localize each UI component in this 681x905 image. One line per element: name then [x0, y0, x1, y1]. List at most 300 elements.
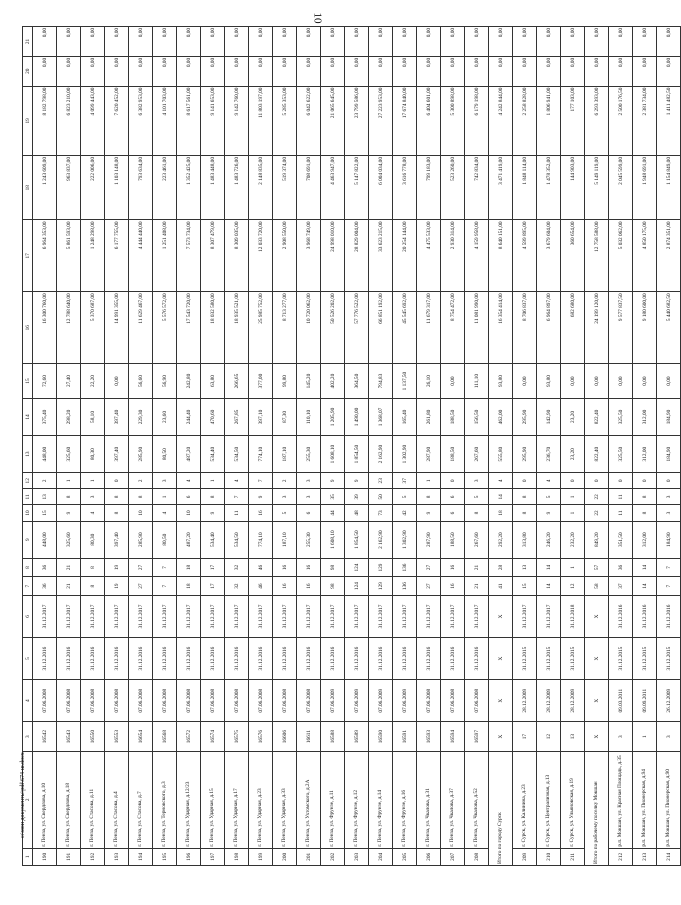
table-cell: 16 300 760,00 — [33, 292, 57, 364]
table-cell: 14 — [633, 577, 657, 596]
table-cell: 0,00 — [177, 56, 201, 86]
table-cell: 9 577 837,50 — [609, 292, 633, 364]
table-row — [633, 27, 657, 866]
table-row — [321, 27, 345, 866]
table-row — [129, 27, 153, 866]
table-cell: 4 159 958,00 — [465, 220, 489, 292]
table-cell: 6 177 755,00 — [105, 220, 129, 292]
table-cell: 2 148 835,00 — [249, 156, 273, 220]
table-cell: 57 — [585, 558, 609, 577]
table-cell: 31.12.2017 — [225, 595, 249, 637]
table-cell: 07.06.2009 — [321, 680, 345, 722]
table-cell: X — [489, 638, 513, 680]
table-cell: 6 — [177, 489, 201, 505]
address-cell: р.п. Мокшан, ул. Пионерская, д.94 — [633, 752, 657, 849]
table-row — [345, 27, 369, 866]
table-cell: 73 — [369, 505, 393, 521]
table-cell: 313,80 — [513, 521, 537, 558]
table-cell: 0,00 — [297, 56, 321, 86]
table-cell: 6 382 953,00 — [129, 86, 153, 155]
table-cell: 0,00 — [633, 364, 657, 399]
table-cell: 31.12.2017 — [345, 595, 369, 637]
table-cell: 31.12.2016 — [57, 638, 81, 680]
table-cell: 822,40 — [585, 398, 609, 435]
table-cell: 07.06.2008 — [153, 680, 177, 722]
table-cell: 3 — [297, 473, 321, 489]
table-cell: 7 — [657, 577, 681, 596]
table-cell: 16542 — [33, 722, 57, 752]
table-cell: 23 799 586,00 — [345, 86, 369, 155]
table-cell: 16597 — [465, 722, 489, 752]
table-cell: 0,00 — [201, 56, 225, 86]
table-cell: 07.06.2008 — [225, 680, 249, 722]
table-cell: 21 — [465, 558, 489, 577]
table-cell: 2 930 314,00 — [441, 220, 465, 292]
table-cell: 16553 — [105, 722, 129, 752]
table-cell: 1 154 849,00 — [657, 156, 681, 220]
table-cell: 0,00 — [273, 56, 297, 86]
table-cell: 5 — [393, 489, 417, 505]
table-cell: 07.06.2009 — [369, 680, 393, 722]
table-cell: 1 483 448,00 — [201, 156, 225, 220]
table-cell: 18 — [177, 577, 201, 596]
table-cell: 14 — [489, 489, 513, 505]
table-cell: 188,50 — [441, 521, 465, 558]
table-cell: 0,00 — [513, 56, 537, 86]
table-cell: X — [489, 722, 513, 752]
table-cell: 31.12.2018 — [561, 595, 585, 637]
table-cell: 8 — [105, 505, 129, 521]
table-cell: 3 — [297, 489, 321, 505]
table-cell: 2 874 351,00 — [657, 220, 681, 292]
table-cell: 0,00 — [225, 27, 249, 57]
table-cell: 24 199 120,00 — [585, 292, 609, 364]
table-cell: 3 616 778,00 — [393, 156, 417, 220]
table-cell: 794,83 — [369, 364, 393, 399]
table-cell: 192 — [81, 848, 105, 865]
address-cell: г. Пенза, ул. Ударная, д.12/23 — [177, 752, 201, 849]
table-cell: 8 617 561,00 — [177, 86, 201, 155]
table-cell: 448,00 — [33, 436, 57, 473]
table-cell: 1 368,07 — [369, 398, 393, 435]
table-cell: 11 679 317,00 — [417, 292, 441, 364]
table-cell: 6 964 353,00 — [33, 220, 57, 292]
table-cell: 287,90 — [417, 521, 441, 558]
table-cell: 18 — [489, 505, 513, 521]
table-cell: 0 — [585, 473, 609, 489]
table-cell: 16 — [441, 558, 465, 577]
table-cell: 7 573 734,00 — [177, 220, 201, 292]
table-cell: 16 — [249, 505, 273, 521]
table-cell: 16575 — [225, 722, 249, 752]
table-cell: 31.12.2016 — [297, 638, 321, 680]
table-cell: 31.12.2016 — [273, 638, 297, 680]
table-cell: 136 — [393, 558, 417, 577]
table-row — [417, 27, 441, 866]
table-cell: 0,00 — [153, 56, 177, 86]
table-cell: 325,60 — [57, 521, 81, 558]
table-cell: 212 — [609, 848, 633, 865]
table-cell: 37 — [393, 473, 417, 489]
table-cell: 397,40 — [105, 436, 129, 473]
table-cell: 50 — [369, 489, 393, 505]
table-cell: 5 861 593,00 — [57, 220, 81, 292]
table-cell: 0,00 — [81, 27, 105, 57]
table-cell: 16594 — [441, 722, 465, 752]
table-cell: 129 — [369, 577, 393, 596]
table-cell: 312,00 — [633, 398, 657, 435]
table-cell: 144 903,00 — [561, 156, 585, 220]
table-cell: 0,00 — [585, 27, 609, 57]
column-header: 15 — [23, 364, 33, 399]
table-cell: 110,10 — [297, 398, 321, 435]
address-cell: г. Пенза, ул. Ударная, д.23 — [249, 752, 273, 849]
table-cell: 0,00 — [201, 27, 225, 57]
table-cell: 31.12.2015 — [513, 638, 537, 680]
table-cell: 285,90 — [129, 436, 153, 473]
table-cell: 5 147 822,00 — [345, 156, 369, 220]
table-cell: 2 — [273, 473, 297, 489]
table-cell: 0,00 — [441, 364, 465, 399]
address-cell: г. Пенза, ул. Стасова, д.7 — [129, 752, 153, 849]
table-cell: 8 706 837,00 — [513, 292, 537, 364]
table-cell: X — [585, 680, 609, 722]
table-cell: 19 — [105, 558, 129, 577]
table-cell: 07.06.2008 — [33, 680, 57, 722]
table-cell: 11 — [609, 505, 633, 521]
table-cell: 0,00 — [513, 364, 537, 399]
table-cell: 3 968 749,00 — [297, 220, 321, 292]
table-cell: 261,80 — [417, 398, 441, 435]
table-cell: 36 — [33, 558, 57, 577]
table-cell: 8 — [81, 558, 105, 577]
table-cell: 0,00 — [249, 27, 273, 57]
table-cell: 16574 — [201, 722, 225, 752]
table-cell: 31.12.2017 — [537, 595, 561, 637]
table-cell: 14 — [633, 558, 657, 577]
table-cell: 23,60 — [153, 398, 177, 435]
table-cell: 13 — [33, 489, 57, 505]
table-cell: 66 851 192,00 — [369, 292, 393, 364]
table-cell: 1 608,10 — [321, 521, 345, 558]
table-cell: 1 490,00 — [345, 398, 369, 435]
table-cell: 111,10 — [465, 364, 489, 399]
table-cell: 1 — [561, 558, 585, 577]
table-cell: 1 — [201, 473, 225, 489]
table-cell: 1 302,90 — [393, 521, 417, 558]
table-cell: 17 — [201, 558, 225, 577]
table-cell: 448,00 — [33, 521, 57, 558]
table-cell: 0,00 — [369, 56, 393, 86]
table-cell: 8 713 277,00 — [273, 292, 297, 364]
table-cell: 236,70 — [537, 436, 561, 473]
table-cell: 27 223 953,00 — [369, 86, 393, 155]
table-cell: 3 — [657, 505, 681, 521]
table-cell: 58 — [585, 577, 609, 596]
table-cell: 9 180 600,00 — [633, 292, 657, 364]
table-cell: 156,50 — [465, 398, 489, 435]
table-cell: 46 — [249, 558, 273, 577]
table-cell: 682 680,00 — [561, 292, 585, 364]
footer-file-path: c:\мои документы\pdf\674-ш.docx — [20, 752, 26, 838]
table-cell: 244,40 — [177, 398, 201, 435]
table-cell: 4 101 703,00 — [153, 86, 177, 155]
table-cell: 0,00 — [105, 27, 129, 57]
table-row — [249, 27, 273, 866]
table-cell: 0 — [561, 473, 585, 489]
table-cell: 31.12.2017 — [441, 595, 465, 637]
table-cell: 312,00 — [633, 521, 657, 558]
table-cell: 0,00 — [513, 27, 537, 57]
table-cell: 31.12.2017 — [297, 595, 321, 637]
table-cell: 17 — [513, 722, 537, 752]
table-cell: 1 352 425,00 — [177, 156, 201, 220]
table-cell: 16 354 414,00 — [489, 292, 513, 364]
table-cell: 9 142 760,00 — [225, 86, 249, 155]
table-cell: 10 — [129, 505, 153, 521]
address-cell: г. Сурск, ул. Централизная, д.13 — [537, 752, 561, 849]
table-cell: 184,90 — [657, 521, 681, 558]
table-cell: 1 483 726,00 — [225, 156, 249, 220]
table-cell: 07.06.2008 — [417, 680, 441, 722]
table-cell: 31.12.2015 — [657, 638, 681, 680]
table-cell: 07.06.2008 — [177, 680, 201, 722]
table-cell: 519 374,00 — [273, 156, 297, 220]
table-cell: 28 — [489, 558, 513, 577]
table-cell: 07.06.2008 — [249, 680, 273, 722]
table-cell: 07.06.2008 — [129, 680, 153, 722]
table-cell: 201 — [297, 848, 321, 865]
table-cell: 16606 — [273, 722, 297, 752]
table-cell: 1 103 148,00 — [105, 156, 129, 220]
table-cell: 16550 — [81, 722, 105, 752]
table-row — [657, 27, 681, 866]
table-cell: 16572 — [177, 722, 201, 752]
table-cell: 5 — [465, 489, 489, 505]
table-cell: 22 — [585, 505, 609, 521]
table-cell: 136 — [393, 577, 417, 596]
address-cell: г. Пенза, ул. Ударная, д.33 — [273, 752, 297, 849]
table-cell: 360 654,00 — [561, 220, 585, 292]
table-cell: 16611 — [297, 722, 321, 752]
address-cell: г. Пенза, ул. Фрунзе, д.12 — [345, 752, 369, 849]
table-cell: 41 — [489, 577, 513, 596]
table-cell: 0,00 — [249, 56, 273, 86]
table-cell: 0 — [609, 473, 633, 489]
address-cell: г. Пенза, ул. Свердлова, д.18 — [57, 752, 81, 849]
table-cell: 11 — [609, 489, 633, 505]
table-cell: 21 — [465, 577, 489, 596]
table-cell: 470,60 — [201, 398, 225, 435]
table-cell: 31.12.2017 — [81, 595, 105, 637]
table-cell: 63,80 — [201, 364, 225, 399]
table-cell: 31.12.2017 — [57, 595, 81, 637]
table-cell: 0,00 — [441, 56, 465, 86]
summary-row — [585, 27, 609, 866]
table-cell: 487,20 — [177, 521, 201, 558]
table-cell: 9 — [417, 505, 441, 521]
table-cell: 0,00 — [129, 56, 153, 86]
column-header: 16 — [23, 292, 33, 364]
table-cell: 24 998 010,00 — [321, 220, 345, 292]
table-cell: 8 — [57, 489, 81, 505]
table-cell: 20 254 144,00 — [393, 220, 417, 292]
table-cell: 07.06.2008 — [81, 680, 105, 722]
column-header: 3 — [23, 722, 33, 752]
table-cell: 8 309 035,00 — [225, 220, 249, 292]
table-cell: 188,50 — [441, 436, 465, 473]
table-cell: 28.12.2009 — [561, 680, 585, 722]
table-cell: 6 — [441, 505, 465, 521]
table-cell: 3 — [465, 473, 489, 489]
table-cell: 708 691,00 — [297, 156, 321, 220]
column-header: 1 — [23, 848, 33, 865]
table-cell: 32 — [225, 558, 249, 577]
table-cell: 6 — [297, 505, 321, 521]
table-cell: 0,00 — [657, 27, 681, 57]
table-cell: 0,00 — [369, 27, 393, 57]
table-cell: 4 850 175,00 — [633, 220, 657, 292]
table-cell: 1 137,50 — [393, 364, 417, 399]
table-cell: 31.12.2017 — [249, 595, 273, 637]
table-cell: 402,20 — [321, 364, 345, 399]
table-cell: 207 — [441, 848, 465, 865]
table-cell: 1 854,50 — [345, 521, 369, 558]
table-cell: 8 — [201, 489, 225, 505]
table-cell: 31.12.2017 — [393, 595, 417, 637]
table-cell: 10 — [177, 505, 201, 521]
address-cell: г. Сурск, ул. Калинина, д.23 — [513, 752, 537, 849]
table-cell: 0 — [441, 473, 465, 489]
table-cell: 267,60 — [465, 521, 489, 558]
table-cell: 28 829 004,00 — [345, 220, 369, 292]
table-cell: 193 — [105, 848, 129, 865]
table-cell: 12 758 588,00 — [585, 220, 609, 292]
table-cell: 7 620 452,00 — [105, 86, 129, 155]
table-cell: 196 — [177, 848, 201, 865]
table-cell: 31.12.2017 — [417, 595, 441, 637]
table-cell: 17 543 720,00 — [177, 292, 201, 364]
table-cell: 19 — [105, 577, 129, 596]
table-cell: 325,60 — [57, 436, 81, 473]
table-cell: 4 099 443,00 — [81, 86, 105, 155]
table-cell: 36 — [33, 577, 57, 596]
table-cell: 198 — [225, 848, 249, 865]
table-cell: 222 006,00 — [81, 156, 105, 220]
table-cell: 5 440 682,50 — [657, 292, 681, 364]
table-cell: 292,20 — [489, 521, 513, 558]
summary-row — [489, 27, 513, 866]
table-cell: 31.12.2017 — [513, 595, 537, 637]
table-cell: 16 — [273, 558, 297, 577]
table-cell: 1 — [633, 722, 657, 752]
table-cell: 07.06.2008 — [201, 680, 225, 722]
page-number: 10 — [311, 12, 324, 24]
column-header: 18 — [23, 156, 33, 220]
address-cell: г. Пенза, ул. Стасова, д.11 — [81, 752, 105, 849]
table-cell: 145,20 — [297, 364, 321, 399]
table-cell: 4 — [153, 505, 177, 521]
table-cell: 3 471 419,00 — [489, 156, 513, 220]
table-cell: 200 — [273, 848, 297, 865]
table-cell: 165,40 — [393, 398, 417, 435]
table-cell: 0,00 — [537, 56, 561, 86]
table-cell: 16590 — [369, 722, 393, 752]
column-header: 5 — [23, 638, 33, 680]
table-cell: 12 033 720,00 — [249, 220, 273, 292]
table-cell: 31.12.2017 — [177, 595, 201, 637]
address-cell: р.п. Мокшан, ул. Красная Площадь, д.35 — [609, 752, 633, 849]
table-cell: 209 — [513, 848, 537, 865]
address-cell: г. Пенза, ул. Чкалова, д.52 — [465, 752, 489, 849]
table-cell: 07.06.2008 — [57, 680, 81, 722]
table-cell: 13 — [513, 558, 537, 577]
table-cell: 9 — [249, 489, 273, 505]
table-cell: 18 — [177, 558, 201, 577]
table-cell: 9 — [345, 473, 369, 489]
table-cell: 1 — [561, 489, 585, 505]
table-cell: 3 — [609, 722, 633, 752]
table-cell: X — [585, 722, 609, 752]
table-cell: 27 — [129, 558, 153, 577]
table-cell: 27,40 — [57, 364, 81, 399]
table-cell: 0,00 — [297, 27, 321, 57]
table-cell: 0,00 — [81, 56, 105, 86]
table-cell: 8 754 472,00 — [441, 292, 465, 364]
address-cell: г. Пенза, ул. Фрунзе, д.16 — [393, 752, 417, 849]
table-cell: 45 545 692,00 — [393, 292, 417, 364]
table-cell: 16591 — [393, 722, 417, 752]
table-cell: 0,00 — [57, 27, 81, 57]
table-cell: 214 — [657, 848, 681, 865]
table-row — [561, 27, 585, 866]
table-row — [369, 27, 393, 866]
table-cell: 963 837,00 — [57, 156, 81, 220]
table-cell: 195 — [153, 848, 177, 865]
table-cell: 4 — [177, 473, 201, 489]
table-cell: 0,00 — [57, 56, 81, 86]
table-cell: 12 — [561, 577, 585, 596]
table-cell: 27 — [417, 558, 441, 577]
table-cell: 31.12.2016 — [249, 638, 273, 680]
column-header: 8 — [23, 558, 33, 577]
table-cell: 2 — [33, 473, 57, 489]
table-cell: 87,30 — [273, 398, 297, 435]
table-cell: 799 183,00 — [417, 156, 441, 220]
column-header: 14 — [23, 398, 33, 435]
table-cell: 397,40 — [105, 521, 129, 558]
table-cell: 0,00 — [105, 364, 129, 399]
table-cell: 9 141 653,00 — [201, 86, 225, 155]
table-cell: 188,50 — [441, 398, 465, 435]
table-cell: 15 — [513, 577, 537, 596]
table-cell: 267,85 — [225, 398, 249, 435]
table-cell: 1 248 298,00 — [81, 220, 105, 292]
table-cell: 23 — [369, 473, 393, 489]
table-cell: 18 935 521,00 — [225, 292, 249, 364]
table-row — [609, 27, 633, 866]
table-cell: 46 — [249, 577, 273, 596]
table-cell: 80,50 — [153, 521, 177, 558]
table-cell: 229,30 — [129, 398, 153, 435]
table-cell: 142,90 — [537, 398, 561, 435]
table-cell: 80,50 — [153, 436, 177, 473]
table-row — [297, 27, 321, 866]
table-cell: 16576 — [249, 722, 273, 752]
table-cell: 21 — [57, 558, 81, 577]
table-cell: 31.12.2016 — [225, 638, 249, 680]
table-cell: 07.06.2009 — [345, 680, 369, 722]
